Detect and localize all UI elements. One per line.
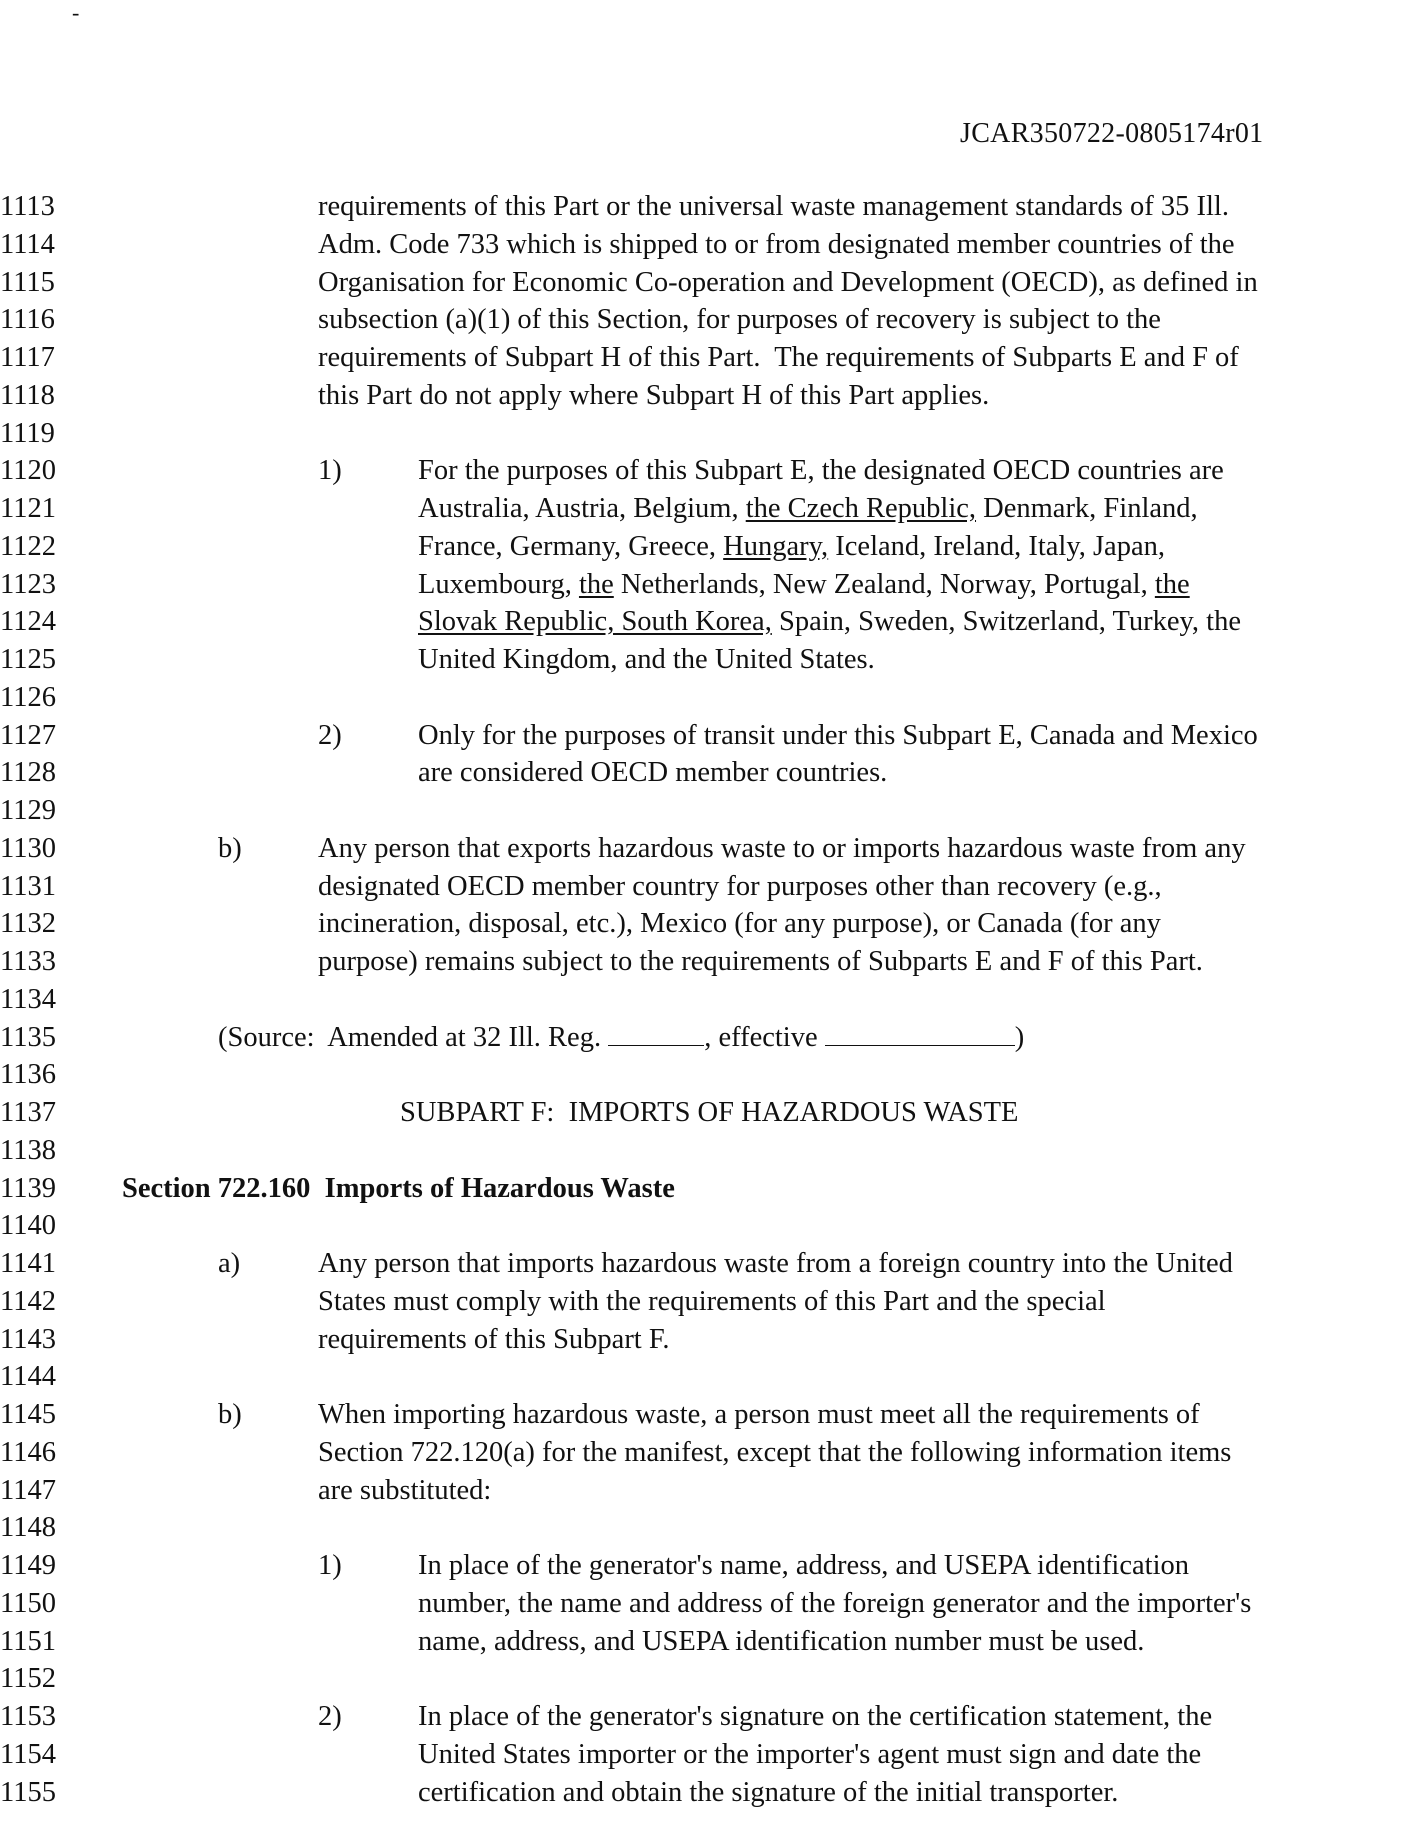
line-number: 1131 <box>0 870 56 902</box>
line-text <box>418 490 1198 528</box>
line-number: 1129 <box>0 795 56 826</box>
line-text <box>418 566 1190 604</box>
document-line <box>0 1283 1408 1321</box>
line-text <box>318 1283 1106 1321</box>
text-segment: Luxembourg, <box>418 568 579 600</box>
line-number: 1139 <box>0 1172 56 1204</box>
line-text <box>418 717 1258 755</box>
text-segment: are substituted: <box>318 1474 492 1506</box>
text-segment: Any person that exports hazardous waste to or imports hazardous waste from any <box>318 832 1246 864</box>
line-number: 1126 <box>0 681 56 713</box>
document-line <box>0 566 1408 604</box>
line-number: 1152 <box>0 1663 56 1695</box>
text-segment: this Part do not apply where Subpart H of this Part applies. <box>318 379 990 411</box>
line-text <box>418 1736 1201 1774</box>
text-segment: subsection (a)(1) of this Section, for purposes of recovery is subject to the <box>318 304 1161 336</box>
text-segment: Only for the purposes of transit under this Subpart E, Canada and Mexico <box>418 719 1258 751</box>
inserted-text: the Czech Republic, <box>745 493 977 524</box>
line-number: 1154 <box>0 1738 56 1770</box>
document-line <box>0 1660 1408 1698</box>
line-number: 1134 <box>0 983 56 1015</box>
line-number: 1148 <box>0 1512 56 1544</box>
text-segment: Section 722.160 Imports of Hazardous Waste <box>122 1172 675 1204</box>
text-segment: Any person that imports hazardous waste from a foreign country into the United <box>318 1248 1233 1279</box>
line-text <box>318 377 989 415</box>
inserted-text: Slovak Republic, South Korea, <box>418 606 772 638</box>
document-line <box>0 1207 1408 1245</box>
line-number: 1118 <box>0 379 55 411</box>
line-text <box>318 188 1229 226</box>
line-number: 1155 <box>0 1776 56 1808</box>
line-text <box>318 1396 1200 1434</box>
line-text <box>318 943 1203 981</box>
text-segment: , effective <box>704 1021 825 1053</box>
document-line <box>0 641 1408 679</box>
line-text <box>418 603 1241 641</box>
text-segment: designated OECD member country for purposes other than recovery (e.g., <box>318 870 1162 902</box>
line-text <box>418 1774 1118 1812</box>
document-line <box>0 754 1408 792</box>
document-line <box>0 1736 1408 1774</box>
text-segment: name, address, and USEPA identification number must be used. <box>418 1625 1145 1657</box>
document-line <box>0 1396 1408 1434</box>
line-number: 1132 <box>0 908 56 940</box>
text-segment: SUBPART F: IMPORTS OF HAZARDOUS WASTE <box>400 1097 1019 1128</box>
line-number: 1115 <box>0 266 55 298</box>
document-line <box>0 1056 1408 1094</box>
document-line <box>0 264 1408 302</box>
document-line <box>0 339 1408 377</box>
line-text <box>318 868 1162 906</box>
line-number: 1149 <box>0 1550 56 1581</box>
text-segment: Organisation for Economic Co-operation and Development (OECD), as defined in <box>318 266 1258 298</box>
line-number: 1136 <box>0 1059 56 1091</box>
document-line <box>0 717 1408 755</box>
document-line <box>0 830 1408 868</box>
line-number: 1138 <box>0 1134 56 1166</box>
line-number: 1128 <box>0 757 56 789</box>
line-number: 1141 <box>0 1248 56 1279</box>
line-text <box>318 301 1161 339</box>
inserted-text: Hungary, <box>723 530 829 562</box>
text-segment: requirements of Subpart H of this Part. The requirements of Subparts E and F of <box>318 342 1239 373</box>
subsection-label: 2) <box>318 719 342 751</box>
line-number: 1117 <box>0 342 55 373</box>
inserted-text: the <box>578 568 614 600</box>
document-line <box>0 603 1408 641</box>
inserted-text: the <box>1154 568 1190 600</box>
line-text <box>318 1472 491 1510</box>
line-text <box>318 339 1239 377</box>
line-number: 1143 <box>0 1323 56 1355</box>
document-line <box>0 1132 1408 1170</box>
subsection-label: a) <box>218 1248 241 1279</box>
document-line <box>0 1094 1408 1132</box>
document-line <box>0 868 1408 906</box>
line-number: 1150 <box>0 1587 56 1619</box>
line-number: 1120 <box>0 455 56 487</box>
document-line <box>0 1623 1408 1661</box>
line-number: 1145 <box>0 1399 56 1430</box>
document-line <box>0 1170 1408 1208</box>
line-text <box>418 1585 1251 1623</box>
line-number: 1153 <box>0 1701 56 1732</box>
section-heading <box>122 1170 675 1208</box>
document-line <box>0 679 1408 717</box>
line-number: 1144 <box>0 1361 56 1393</box>
line-text <box>418 1547 1189 1585</box>
document-line <box>0 226 1408 264</box>
document-line <box>0 1019 1408 1057</box>
fill-in-blank <box>825 1021 1015 1046</box>
line-number: 1119 <box>0 417 55 449</box>
line-number: 1147 <box>0 1474 56 1506</box>
document-line <box>0 1321 1408 1359</box>
document-line <box>0 1774 1408 1812</box>
line-text <box>418 452 1224 490</box>
line-text <box>318 226 1235 264</box>
line-number: 1127 <box>0 719 56 751</box>
line-number: 1146 <box>0 1436 56 1468</box>
line-number: 1135 <box>0 1021 56 1053</box>
line-number: 1121 <box>0 493 56 524</box>
line-text <box>218 1019 1024 1057</box>
document-line <box>0 1547 1408 1585</box>
text-segment: Iceland, Ireland, Italy, Japan, <box>828 530 1165 562</box>
subsection-label: 1) <box>318 455 342 487</box>
line-text <box>400 1094 1018 1132</box>
document-line <box>0 1358 1408 1396</box>
line-text <box>418 754 887 792</box>
line-number: 1114 <box>0 228 55 260</box>
document-line <box>0 1434 1408 1472</box>
subsection-label: b) <box>218 1399 242 1430</box>
line-number: 1116 <box>0 304 55 336</box>
fill-in-blank <box>608 1021 704 1046</box>
line-text <box>418 641 875 679</box>
text-segment: Spain, Sweden, Switzerland, Turkey, the <box>771 606 1241 638</box>
text-segment: In place of the generator's signature on the certification statement, the <box>418 1701 1213 1732</box>
text-segment: (Source: Amended at 32 Ill. Reg. <box>218 1021 609 1053</box>
text-segment: Australia, Austria, Belgium, <box>418 493 746 524</box>
line-number: 1133 <box>0 946 56 977</box>
text-segment: In place of the generator's name, address, and USEPA identification <box>418 1550 1189 1581</box>
text-segment: When importing hazardous waste, a person must meet all the requirements of <box>318 1399 1200 1430</box>
text-segment: Adm. Code 733 which is shipped to or from designated member countries of the <box>318 228 1235 260</box>
text-segment: United Kingdom, and the United States. <box>418 644 875 675</box>
line-text <box>418 1623 1144 1661</box>
line-text <box>318 1321 670 1359</box>
text-segment: are considered OECD member countries. <box>418 757 888 789</box>
text-segment: incineration, disposal, etc.), Mexico (for any purpose), or Canada (for any <box>318 908 1161 940</box>
text-segment: Netherlands, New Zealand, Norway, Portugal, <box>613 568 1155 600</box>
document-line <box>0 377 1408 415</box>
subsection-label: b) <box>218 832 242 864</box>
scan-mark: - <box>72 0 80 25</box>
document-line <box>0 1698 1408 1736</box>
line-text <box>318 264 1258 302</box>
line-text <box>318 905 1161 943</box>
document-line <box>0 528 1408 566</box>
line-number: 1151 <box>0 1625 56 1657</box>
document-line <box>0 792 1408 830</box>
line-number: 1142 <box>0 1285 56 1317</box>
document-line <box>0 1245 1408 1283</box>
document-line <box>0 905 1408 943</box>
text-segment: France, Germany, Greece, <box>418 530 724 562</box>
document-line <box>0 943 1408 981</box>
document-line <box>0 188 1408 226</box>
subsection-label: 1) <box>318 1550 342 1581</box>
text-segment: Section 722.120(a) for the manifest, except that the following information items <box>318 1436 1232 1468</box>
line-number: 1122 <box>0 530 56 562</box>
document-line <box>0 981 1408 1019</box>
text-segment: For the purposes of this Subpart E, the designated OECD countries are <box>418 455 1224 487</box>
subsection-label: 2) <box>318 1701 342 1732</box>
document-line <box>0 490 1408 528</box>
line-number: 1140 <box>0 1210 56 1242</box>
text-segment: requirements of this Part or the universal waste management standards of 35 Ill. <box>318 191 1229 222</box>
line-number: 1125 <box>0 644 56 675</box>
line-text <box>318 830 1246 868</box>
line-number: 1123 <box>0 568 56 600</box>
document-id: JCAR350722-0805174r01 <box>960 118 1264 149</box>
document-line <box>0 1509 1408 1547</box>
line-text <box>318 1245 1233 1283</box>
text-segment: United States importer or the importer's agent must sign and date the <box>418 1738 1202 1770</box>
text-segment: Denmark, Finland, <box>976 493 1198 524</box>
text-segment: certification and obtain the signature of the initial transporter. <box>418 1776 1119 1808</box>
text-segment: number, the name and address of the foreign generator and the importer's <box>418 1587 1252 1619</box>
document-line <box>0 301 1408 339</box>
line-number: 1130 <box>0 832 56 864</box>
text-segment: ) <box>1014 1021 1025 1053</box>
document-line <box>0 452 1408 490</box>
line-text <box>318 1434 1231 1472</box>
text-segment: requirements of this Subpart F. <box>318 1323 670 1355</box>
text-segment: States must comply with the requirements of this Part and the special <box>318 1285 1106 1317</box>
line-number: 1137 <box>0 1097 56 1128</box>
line-text <box>418 528 1165 566</box>
line-number: 1124 <box>0 606 56 638</box>
line-text <box>418 1698 1212 1736</box>
document-line <box>0 1585 1408 1623</box>
text-segment: purpose) remains subject to the requirements of Subparts E and F of this Part. <box>318 946 1203 977</box>
document-line <box>0 415 1408 453</box>
document-line <box>0 1472 1408 1510</box>
line-number: 1113 <box>0 191 55 222</box>
